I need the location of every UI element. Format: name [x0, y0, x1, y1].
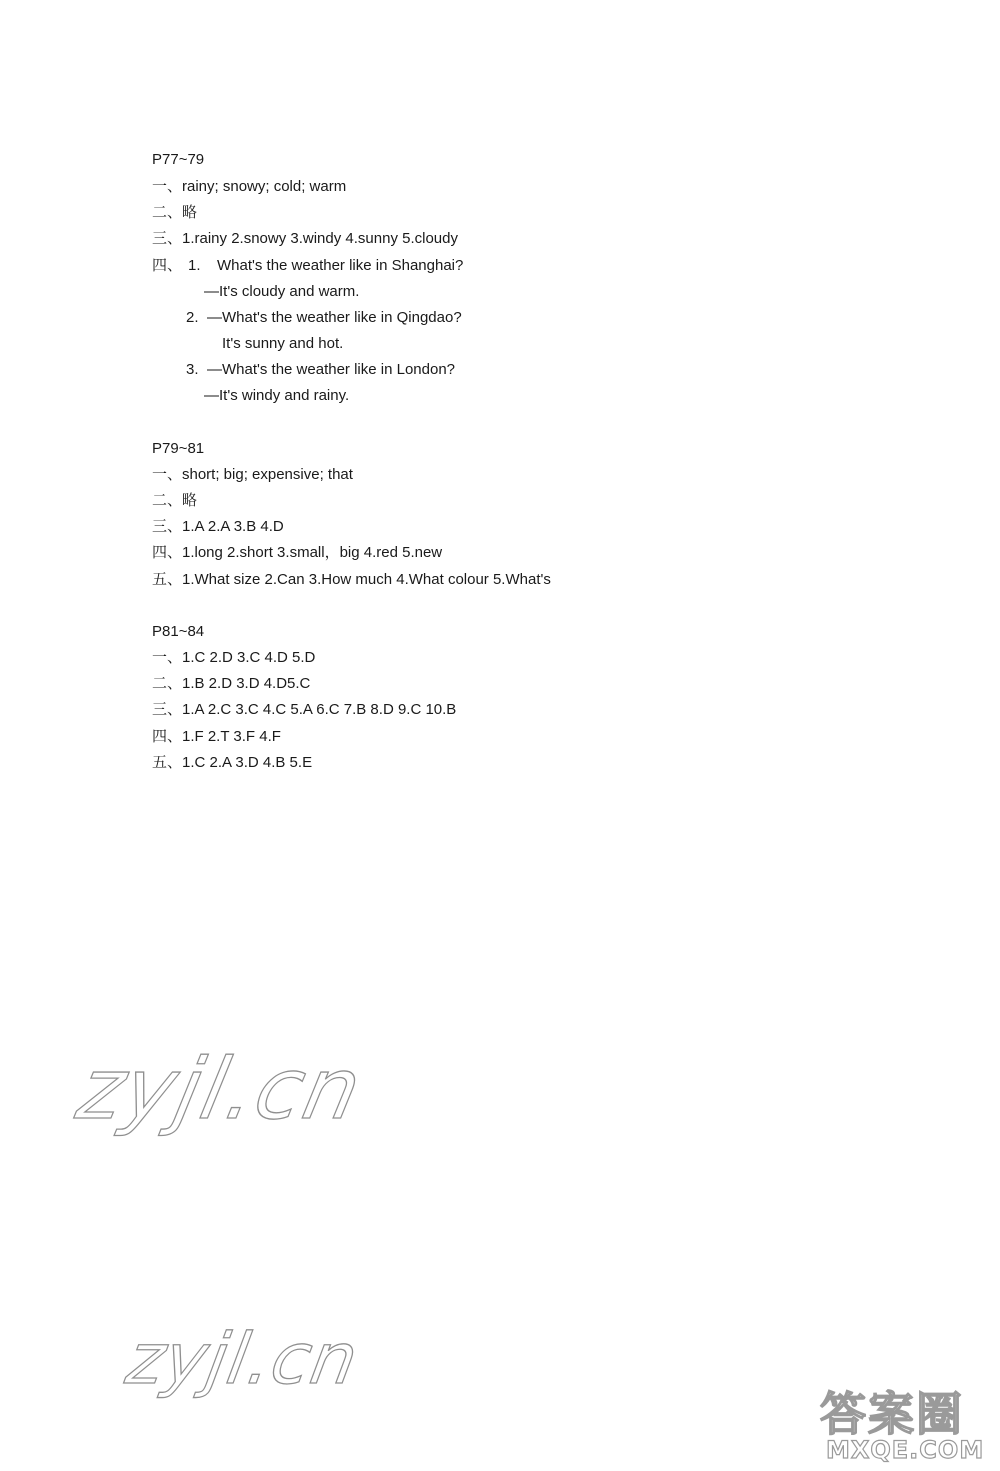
section-heading-p81-84: P81~84: [152, 623, 205, 640]
answer-line: 五、1.What size 2.Can 3.How much 4.What colour 5.What's: [152, 571, 551, 588]
answer-line: 四、1.long 2.short 3.small，big 4.red 5.new: [152, 544, 443, 561]
answer-line: 二、略: [152, 204, 198, 221]
answer-line: 一、1.C 2.D 3.C 4.D 5.D: [152, 649, 316, 666]
answer-line: 三、1.rainy 2.snowy 3.windy 4.sunny 5.cloudy: [152, 230, 458, 247]
q4-item-question: —What's the weather like in London?: [207, 361, 456, 378]
q4-item-answer: It's sunny and hot.: [222, 335, 344, 352]
answer-line: 二、1.B 2.D 3.D 4.D5.C: [152, 675, 311, 692]
answer-line: 一、rainy; snowy; cold; warm: [152, 178, 347, 195]
answer-line: 三、1.A 2.A 3.B 4.D: [152, 518, 284, 535]
q4-item-question: What's the weather like in Shanghai?: [217, 257, 464, 274]
answer-line: 五、1.C 2.A 3.D 4.B 5.E: [152, 754, 313, 771]
watermark-zyjl-large: zyjl.cn: [69, 1040, 372, 1138]
answer-q4-prefix: 四、: [152, 257, 183, 274]
section-heading-p79-81: P79~81: [152, 440, 205, 457]
answer-line: 三、1.A 2.C 3.C 4.C 5.A 6.C 7.B 8.D 9.C 10.B: [152, 701, 457, 718]
answer-line: 四、1.F 2.T 3.F 4.F: [152, 728, 281, 745]
watermark-zyjl-small: zyjl.cn: [120, 1318, 365, 1400]
watermark-mxqe-chinese: 答案圈: [820, 1387, 964, 1441]
q4-item-answer: —It's cloudy and warm.: [204, 283, 360, 300]
q4-item-number: 3.: [186, 361, 199, 378]
section-heading-p77-79: P77~79: [152, 151, 205, 168]
answer-q4-row-1: [152, 256, 464, 276]
answer-q4-row-3: [186, 360, 456, 380]
answer-q4-row-2: [186, 308, 462, 328]
watermark-mxqe-url: MXQE.COM: [826, 1436, 985, 1464]
q4-item-answer: —It's windy and rainy.: [204, 387, 350, 404]
watermark-mxqe-logo: [820, 1378, 990, 1466]
answer-line: 二、略: [152, 492, 198, 509]
answer-line: 一、short; big; expensive; that: [152, 466, 353, 483]
q4-item-number: 1.: [188, 257, 201, 274]
q4-item-number: 2.: [186, 309, 199, 326]
q4-item-question: —What's the weather like in Qingdao?: [207, 309, 462, 326]
